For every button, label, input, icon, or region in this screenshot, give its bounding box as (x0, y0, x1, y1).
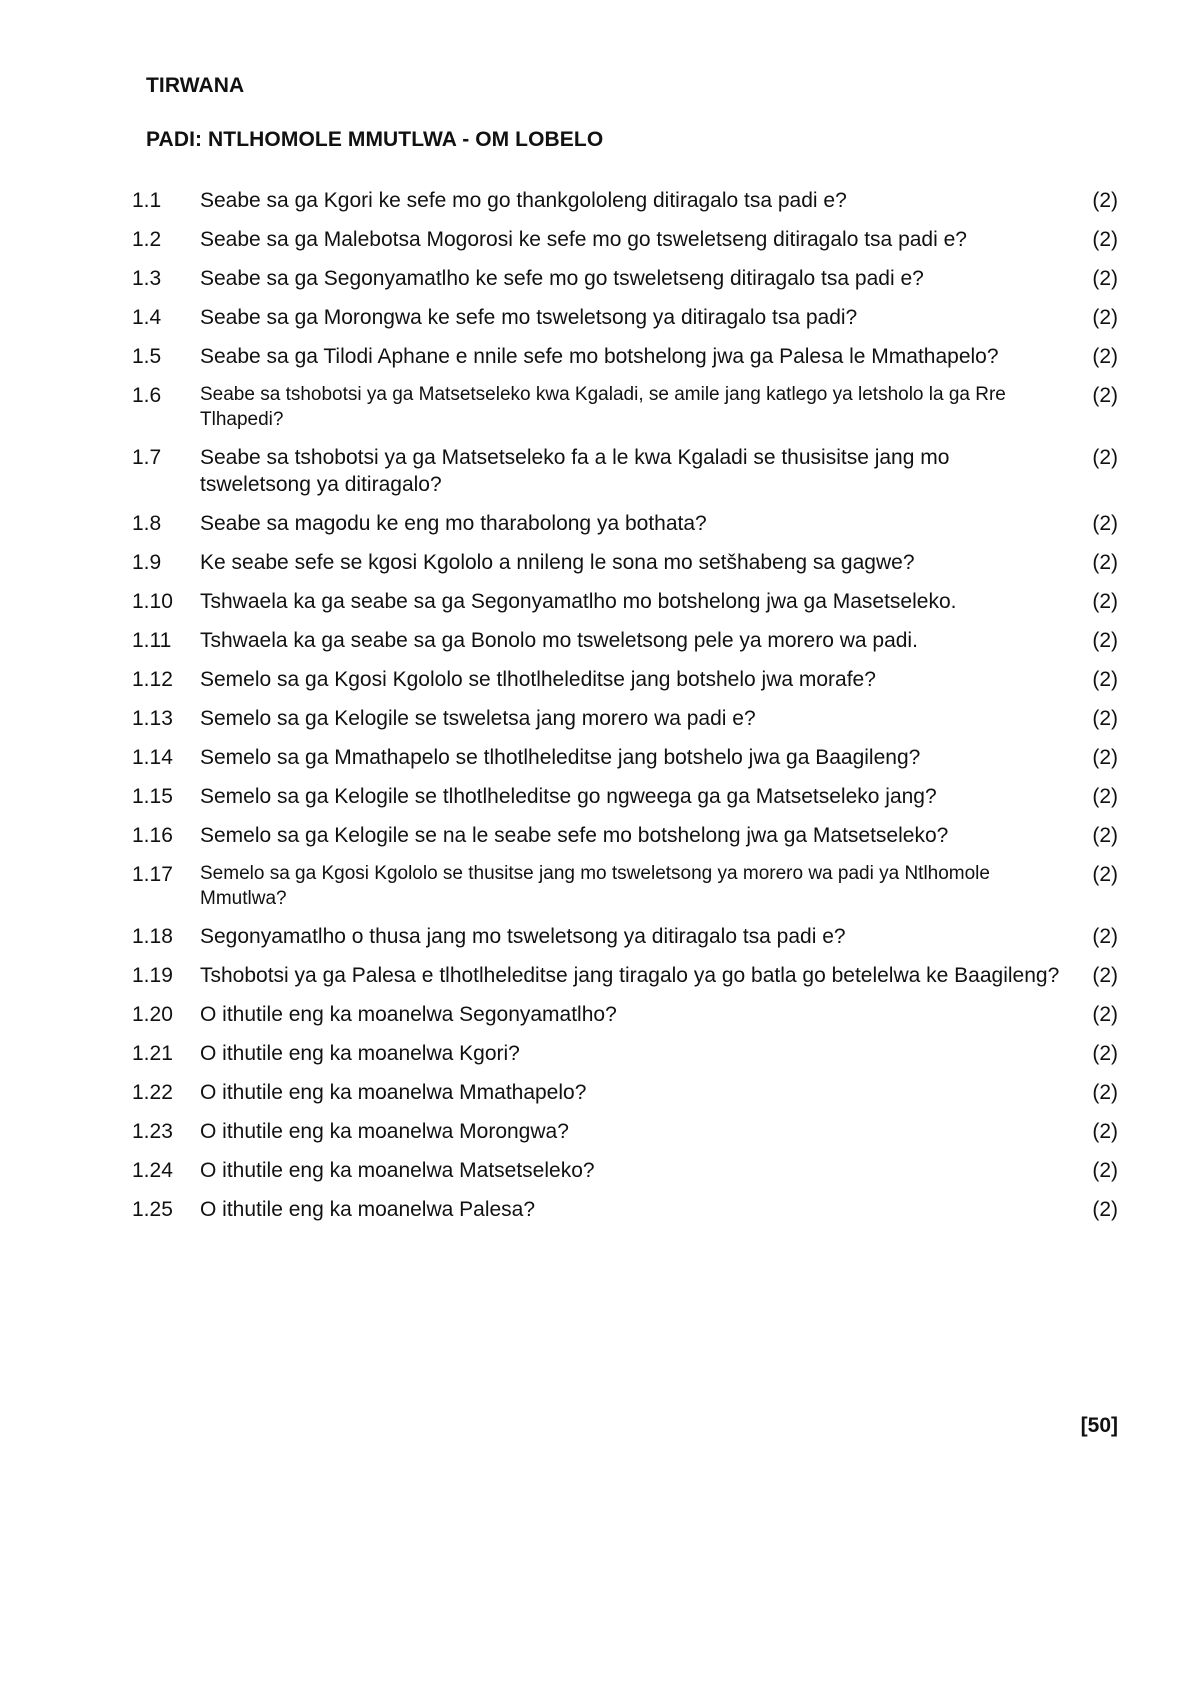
question-mark: (2) (1092, 785, 1118, 808)
question-item (132, 1118, 1118, 1145)
question-number: 1.20 (132, 1003, 173, 1026)
question-text: O ithutile eng ka moanelwa Matsetseleko? (200, 1159, 595, 1182)
question-item (132, 744, 1118, 771)
question-text: O ithutile eng ka moanelwa Palesa? (200, 1198, 536, 1221)
question-item (132, 304, 1118, 331)
question-item (132, 382, 1118, 432)
question-item (132, 588, 1118, 615)
question-number: 1.25 (132, 1198, 173, 1221)
question-item (132, 1079, 1118, 1106)
question-number: 1.22 (132, 1081, 173, 1104)
question-item (132, 705, 1118, 732)
page-subtitle: PADI: NTLHOMOLE MMUTLWA - OM LOBELO (146, 128, 604, 151)
question-item (132, 187, 1118, 214)
question-text: Semelo sa ga Kgosi Kgololo se thusitse jang mo tsweletsong ya morero wa padi ya Ntlhomole Mmutlwa? (200, 863, 990, 909)
question-number: 1.1 (132, 189, 162, 212)
question-number: 1.21 (132, 1042, 173, 1065)
question-mark: (2) (1092, 746, 1118, 769)
question-text: Seabe sa ga Tilodi Aphane e nnile sefe mo botshelong jwa ga Palesa le Mmathapelo? (200, 345, 999, 368)
question-mark: (2) (1092, 1003, 1118, 1026)
question-text: Semelo sa ga Kgosi Kgololo se tlhotlheleditse jang botshelo jwa morafe? (200, 668, 876, 691)
question-mark: (2) (1092, 384, 1118, 407)
question-number: 1.15 (132, 785, 173, 808)
question-number: 1.23 (132, 1120, 173, 1143)
question-number: 1.10 (132, 590, 173, 613)
question-number: 1.19 (132, 964, 173, 987)
question-number: 1.6 (132, 384, 162, 407)
question-mark: (2) (1092, 512, 1118, 535)
question-text: Segonyamatlho o thusa jang mo tsweletsong ya ditiragalo tsa padi e? (200, 925, 846, 948)
question-mark: (2) (1092, 1081, 1118, 1104)
question-item (132, 444, 1118, 498)
question-number: 1.4 (132, 306, 162, 329)
question-mark: (2) (1092, 824, 1118, 847)
question-number: 1.2 (132, 228, 162, 251)
question-number: 1.7 (132, 446, 162, 469)
question-text: Semelo sa ga Kelogile se tsweletsa jang morero wa padi e? (200, 707, 756, 730)
question-text: Tshwaela ka ga seabe sa ga Bonolo mo tsweletsong pele ya morero wa padi. (200, 629, 918, 652)
question-item (132, 923, 1118, 950)
question-number: 1.16 (132, 824, 173, 847)
page-title: TIRWANA (146, 74, 245, 97)
question-number: 1.14 (132, 746, 173, 769)
question-mark: (2) (1092, 1198, 1118, 1221)
question-text: Ke seabe sefe se kgosi Kgololo a nnileng le sona mo setšhabeng sa gagwe? (200, 551, 915, 574)
question-item (132, 226, 1118, 253)
question-mark: (2) (1092, 446, 1118, 469)
question-text: Seabe sa tshobotsi ya ga Matsetseleko fa a le kwa Kgaladi se thusisitse jang mo tsweletsong ya ditiragalo? (200, 446, 950, 496)
question-text: O ithutile eng ka moanelwa Morongwa? (200, 1120, 569, 1143)
question-text: Tshobotsi ya ga Palesa e tlhotlheleditse jang tiragalo ya go batla go betelelwa ke Baagileng? (200, 964, 1060, 987)
question-item (132, 510, 1118, 537)
question-text: Seabe sa magodu ke eng mo tharabolong ya bothata? (200, 512, 707, 535)
question-mark: (2) (1092, 1159, 1118, 1182)
question-mark: (2) (1092, 629, 1118, 652)
question-item (132, 265, 1118, 292)
question-item (132, 861, 1118, 911)
question-list (132, 187, 1118, 1235)
question-item (132, 549, 1118, 576)
question-mark: (2) (1092, 228, 1118, 251)
question-mark: (2) (1092, 964, 1118, 987)
question-item (132, 343, 1118, 370)
question-number: 1.8 (132, 512, 162, 535)
question-text: Seabe sa ga Kgori ke sefe mo go thankgololeng ditiragalo tsa padi e? (200, 189, 847, 212)
question-mark: (2) (1092, 707, 1118, 730)
question-mark: (2) (1092, 863, 1118, 886)
question-number: 1.24 (132, 1159, 173, 1182)
question-number: 1.3 (132, 267, 162, 290)
question-text: O ithutile eng ka moanelwa Segonyamatlho? (200, 1003, 617, 1026)
question-mark: (2) (1092, 1042, 1118, 1065)
question-number: 1.5 (132, 345, 162, 368)
question-text: Semelo sa ga Kelogile se tlhotlheleditse go ngweega ga ga Matsetseleko jang? (200, 785, 937, 808)
question-number: 1.11 (132, 629, 172, 652)
question-mark: (2) (1092, 345, 1118, 368)
question-item (132, 1001, 1118, 1028)
question-item (132, 1040, 1118, 1067)
question-mark: (2) (1092, 925, 1118, 948)
question-item (132, 783, 1118, 810)
question-item (132, 666, 1118, 693)
question-mark: (2) (1092, 267, 1118, 290)
question-mark: (2) (1092, 551, 1118, 574)
question-mark: (2) (1092, 306, 1118, 329)
question-number: 1.17 (132, 863, 173, 886)
question-mark: (2) (1092, 668, 1118, 691)
question-text: Seabe sa ga Malebotsa Mogorosi ke sefe mo go tsweletseng ditiragalo tsa padi e? (200, 228, 967, 251)
question-item (132, 962, 1118, 989)
question-text: Seabe sa tshobotsi ya ga Matsetseleko kwa Kgaladi, se amile jang katlego ya letsholo la ga Rre Tlhapedi? (200, 384, 1006, 430)
question-text: Tshwaela ka ga seabe sa ga Segonyamatlho mo botshelong jwa ga Masetseleko. (200, 590, 957, 613)
question-text: O ithutile eng ka moanelwa Mmathapelo? (200, 1081, 587, 1104)
question-number: 1.18 (132, 925, 173, 948)
question-text: Semelo sa ga Mmathapelo se tlhotlheleditse jang botshelo jwa ga Baagileng? (200, 746, 921, 769)
question-item (132, 627, 1118, 654)
question-mark: (2) (1092, 1120, 1118, 1143)
question-item (132, 822, 1118, 849)
question-text: O ithutile eng ka moanelwa Kgori? (200, 1042, 520, 1065)
question-item (132, 1196, 1118, 1223)
question-mark: (2) (1092, 590, 1118, 613)
question-text: Seabe sa ga Morongwa ke sefe mo tsweletsong ya ditiragalo tsa padi? (200, 306, 858, 329)
question-number: 1.9 (132, 551, 162, 574)
question-text: Semelo sa ga Kelogile se na le seabe sefe mo botshelong jwa ga Matsetseleko? (200, 824, 949, 847)
question-item (132, 1157, 1118, 1184)
total-marks: [50] (1080, 1414, 1118, 1437)
question-number: 1.13 (132, 707, 173, 730)
question-number: 1.12 (132, 668, 173, 691)
question-mark: (2) (1092, 189, 1118, 212)
question-text: Seabe sa ga Segonyamatlho ke sefe mo go tsweletseng ditiragalo tsa padi e? (200, 267, 924, 290)
